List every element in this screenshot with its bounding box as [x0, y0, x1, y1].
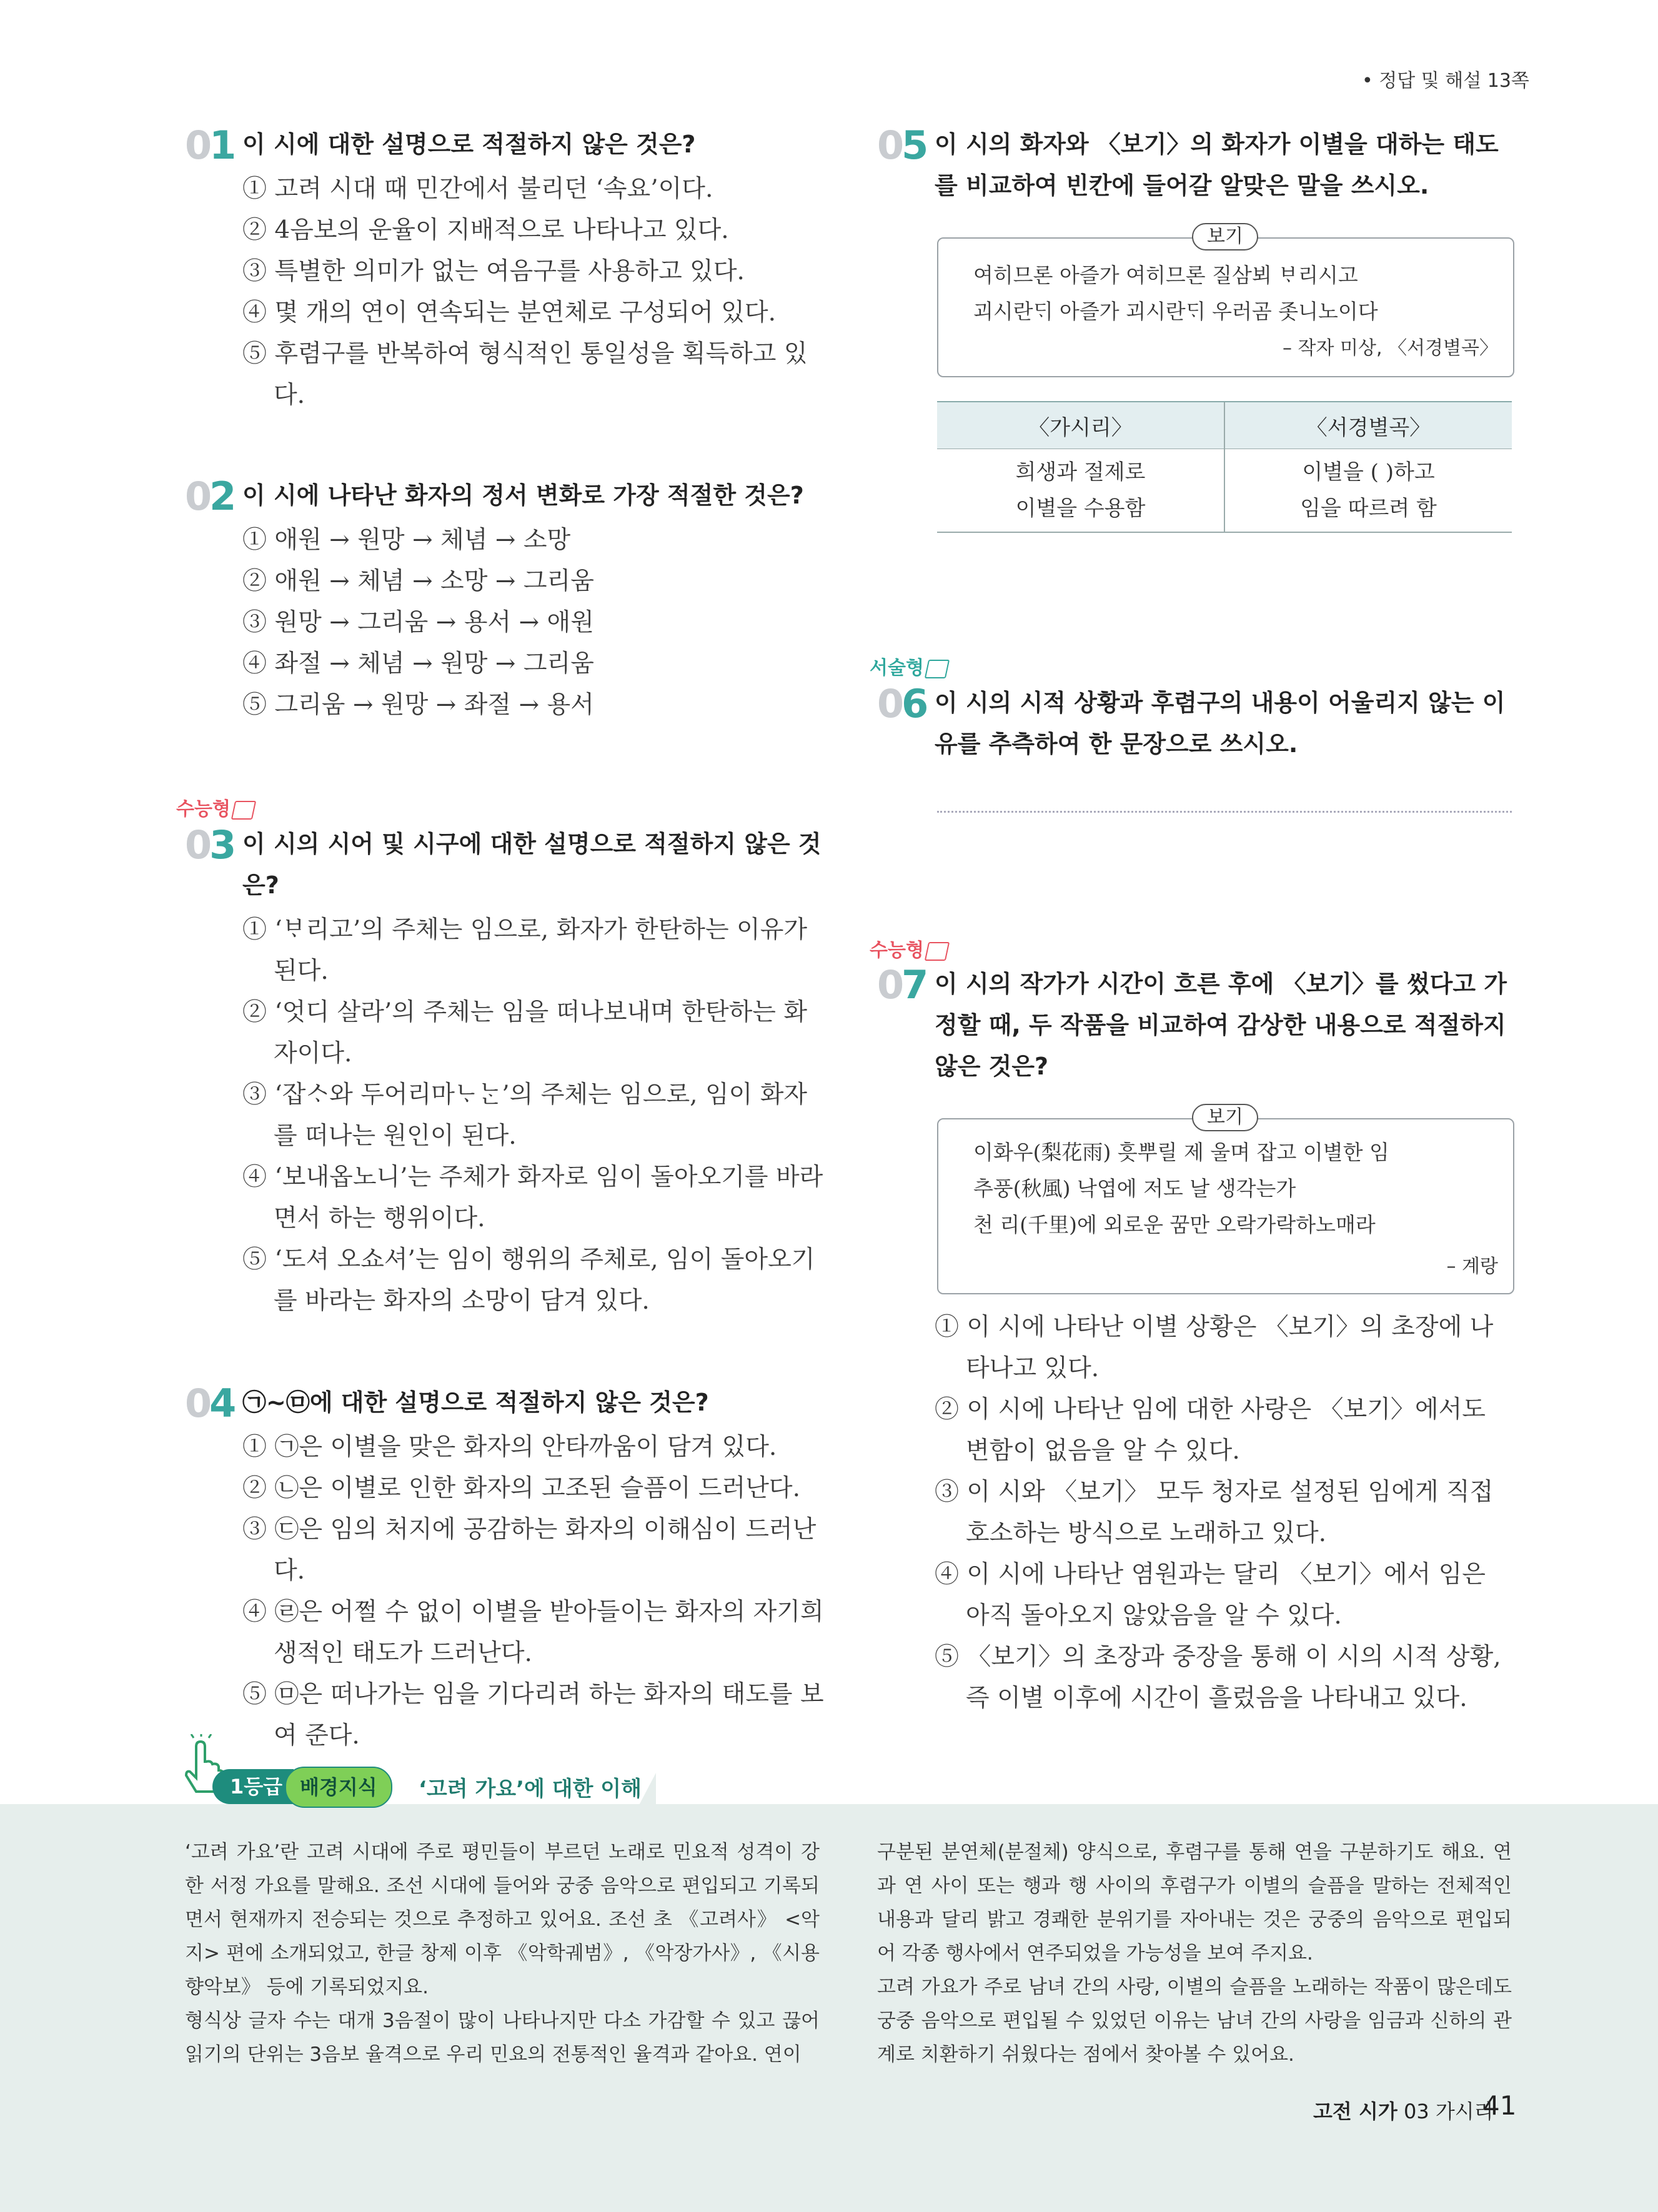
note-icon — [925, 942, 950, 961]
question-number: 03 — [185, 822, 234, 868]
table-header: 〈서경별곡〉 — [1224, 402, 1512, 449]
option-2: ② 이 시에 나타난 임에 대한 사랑은 〈보기〉에서도 변함이 없음을 알 수 있다. — [935, 1396, 1486, 1465]
option-1: ① ㉠은 이별을 맞은 화자의 안타까움이 담겨 있다. — [242, 1433, 777, 1461]
option-4: ④ ‘보내옵노니’는 주체가 화자로 임이 돌아오기를 바라면서 하는 행위이다. — [242, 1163, 823, 1232]
page-number: 41 — [1483, 2090, 1517, 2121]
type-tag: 수능형 — [870, 935, 948, 962]
table-cell: 희생과 절제로 이별을 수용함 — [937, 449, 1224, 533]
background-title: ‘고려 가요’에 대한 이해 — [419, 1777, 642, 1802]
example-line: 천 리(千里)에 외로운 꿈만 오락가락하노매라 — [973, 1213, 1376, 1237]
option-4: ④ 몇 개의 연이 연속되는 분연체로 구성되어 있다. — [242, 299, 776, 327]
question-number: 06 — [877, 681, 926, 727]
background-left-text: ‘고려 가요’란 고려 시대에 주로 평민들이 부르던 노래로 민요적 성격이 강한 서정 가요를 말해요. 조선 시대에 들어와 궁중 음악으로 편입되고 기록되면서 현재까지 전승되는 것으로 추정하고 있어요. 조선 초 《고려사》 <악지> 편에 소개되었고, 한글 창제 이후 《악학궤범》, 《악장가사》, 《시용향악보》 등에 기록되었지요. 형식상 글자 수는 대개 3음절이 많이 나타나지만 다소 가감할 수 있고 끊어 읽기의 단위는 3음보 율격으로 우리 민요의 전통적인 율격과 같아요. 연이 — [185, 1841, 820, 2066]
example-source: – 작자 미상, 〈서경별곡〉 — [1283, 337, 1498, 359]
option-5: ⑤ 후렴구를 반복하여 형식적인 통일성을 획득하고 있다. — [242, 340, 808, 409]
example-box — [937, 1118, 1514, 1294]
question-number: 02 — [185, 474, 234, 519]
option-4: ④ 이 시에 나타난 염원과는 달리 〈보기〉에서 임은 아직 돌아오지 않았음을 알 수 있다. — [935, 1560, 1486, 1630]
type-tag: 수능형 — [176, 793, 254, 821]
example-source: – 계랑 — [1446, 1256, 1498, 1277]
option-1: ① ‘ᄇᆞ리고’의 주체는 임으로, 화자가 한탄하는 이유가 된다. — [242, 916, 808, 985]
option-1: ① 이 시에 나타난 이별 상황은 〈보기〉의 초장에 나타나고 있다. — [935, 1313, 1494, 1382]
question-number: 05 — [877, 122, 926, 168]
option-5: ⑤ ‘도셔 오쇼셔’는 임이 행위의 주체로, 임이 돌아오기를 바라는 화자의 소망이 담겨 있다. — [242, 1246, 815, 1315]
option-5: ⑤ ㉤은 떠나가는 임을 기다리려 하는 화자의 태도를 보여 준다. — [242, 1680, 824, 1750]
option-3: ③ 특별한 의미가 없는 여음구를 사용하고 있다. — [242, 257, 745, 285]
example-line: 여히므론 아즐가 여히므론 질삼뵈 ᄇᆞ리시고 — [973, 263, 1358, 287]
table-cell: 이별을 ( )하고 임을 따르려 함 — [1224, 449, 1512, 533]
question-3 — [185, 822, 828, 1322]
option-3: ③ ‘잡ᄉᆞ와 두어리마ᄂᆞᄂᆞᆫ’의 주체는 임으로, 임이 화자를 떠나는 원인이 된다. — [242, 1081, 808, 1150]
option-2: ② 애원 → 체념 → 소망 → 그리움 — [242, 567, 594, 595]
question-text: 이 시의 작가가 시간이 흐른 후에 〈보기〉를 썼다고 가정할 때, 두 작품을 비교하여 감상한 내용으로 적절하지 않은 것은? — [935, 970, 1507, 1080]
option-list — [935, 1307, 1516, 1719]
option-2: ② 4음보의 운율이 지배적으로 나타나고 있다. — [242, 216, 729, 244]
option-4: ④ ㉣은 어쩔 수 없이 이별을 받아들이는 화자의 자기희생적인 태도가 드러난다. — [242, 1598, 824, 1667]
option-3: ③ ㉢은 임의 처지에 공감하는 화자의 이해심이 드러난다. — [242, 1515, 817, 1585]
table-header: 〈가시리〉 — [937, 402, 1224, 449]
answer-line[interactable] — [937, 811, 1512, 813]
example-label: 보기 — [1192, 1104, 1258, 1131]
question-1 — [185, 122, 828, 416]
example-box — [937, 237, 1514, 377]
question-4 — [185, 1381, 828, 1757]
question-text: 이 시의 시어 및 시구에 대한 설명으로 적절하지 않은 것은? — [242, 830, 822, 899]
question-text: 이 시에 대한 설명으로 적절하지 않은 것은? — [242, 131, 696, 158]
note-icon — [231, 801, 256, 820]
option-5: ⑤ 〈보기〉의 초장과 중장을 통해 이 시의 시적 상황, 즉 이별 이후에 시간이 흘렀음을 나타내고 있다. — [935, 1643, 1501, 1712]
question-number: 07 — [877, 962, 926, 1008]
pencil-icon — [925, 660, 950, 678]
background-right-text: 구분된 분연체(분절체) 양식으로, 후렴구를 통해 연을 구분하기도 해요. 연과 연 사이 또는 행과 행 사이의 후렴구가 이별의 슬픔을 말하는 전체적인 내용과 달리 밝고 경쾌한 분위기를 자아내는 것은 궁중의 음악으로 편입되어 각종 행사에서 연주되었을 가능성을 보여 주지요. 고려 가요가 주로 남녀 간의 사랑, 이별의 슬픔을 노래하는 작품이 많은데도 궁중 음악으로 편입될 수 있었던 이유는 남녀 간의 사랑을 임금과 신하의 관계로 치환하기 쉬웠다는 점에서 찾아볼 수 있어요. — [877, 1841, 1512, 2066]
example-label: 보기 — [1192, 223, 1258, 250]
question-text: 이 시의 화자와 〈보기〉의 화자가 이별을 대하는 태도를 비교하여 빈칸에 들어갈 알맞은 말을 쓰시오. — [935, 131, 1499, 199]
answer-reference: • 정답 및 해설 13쪽 — [1362, 70, 1529, 92]
option-5: ⑤ 그리움 → 원망 → 좌절 → 용서 — [242, 691, 594, 719]
option-3: ③ 이 시와 〈보기〉 모두 청자로 설정된 임에게 직접 호소하는 방식으로 노래하고 있다. — [935, 1478, 1494, 1547]
background-badge: 배경지식 — [285, 1767, 392, 1808]
example-line: 추풍(秋風) 낙엽에 저도 날 생각는가 — [973, 1176, 1296, 1201]
option-4: ④ 좌절 → 체념 → 원망 → 그리움 — [242, 650, 594, 678]
example-line: 이화우(梨花雨) 흣뿌릴 제 울며 잡고 이별한 임 — [973, 1140, 1389, 1164]
question-text: 이 시에 나타난 화자의 정서 변화로 가장 적절한 것은? — [242, 482, 804, 509]
option-1: ① 고려 시대 때 민간에서 불리던 ‘속요’이다. — [242, 175, 713, 203]
option-2: ② ‘엇디 살라’의 주체는 임을 떠나보내며 한탄하는 화자이다. — [242, 998, 808, 1068]
question-6 — [877, 681, 1512, 765]
question-text: 이 시의 시적 상황과 후렴구의 내용이 어울리지 않는 이유를 추측하여 한 문장으로 쓰시오. — [935, 689, 1506, 758]
question-number: 01 — [185, 122, 234, 168]
question-2 — [185, 474, 828, 726]
option-3: ③ 원망 → 그리움 → 용서 → 애원 — [242, 608, 594, 637]
question-5 — [877, 122, 1512, 206]
question-7 — [877, 962, 1512, 1087]
section-label: 고전 시가 03 가시리 — [1313, 2100, 1494, 2123]
example-line: 괴시란ᄃᆡ 아즐가 괴시란ᄃᆡ 우러곰 좃니노이다 — [973, 299, 1378, 324]
grade-badge: 1등급 — [212, 1769, 294, 1804]
question-number: 04 — [185, 1381, 234, 1426]
type-tag: 서술형 — [870, 652, 948, 680]
option-1: ① 애원 → 원망 → 체념 → 소망 — [242, 526, 571, 554]
comparison-table — [937, 401, 1512, 533]
option-2: ② ㉡은 이별로 인한 화자의 고조된 슬픔이 드러난다. — [242, 1474, 800, 1502]
question-text: ㉠~㉤에 대한 설명으로 적절하지 않은 것은? — [242, 1389, 709, 1416]
